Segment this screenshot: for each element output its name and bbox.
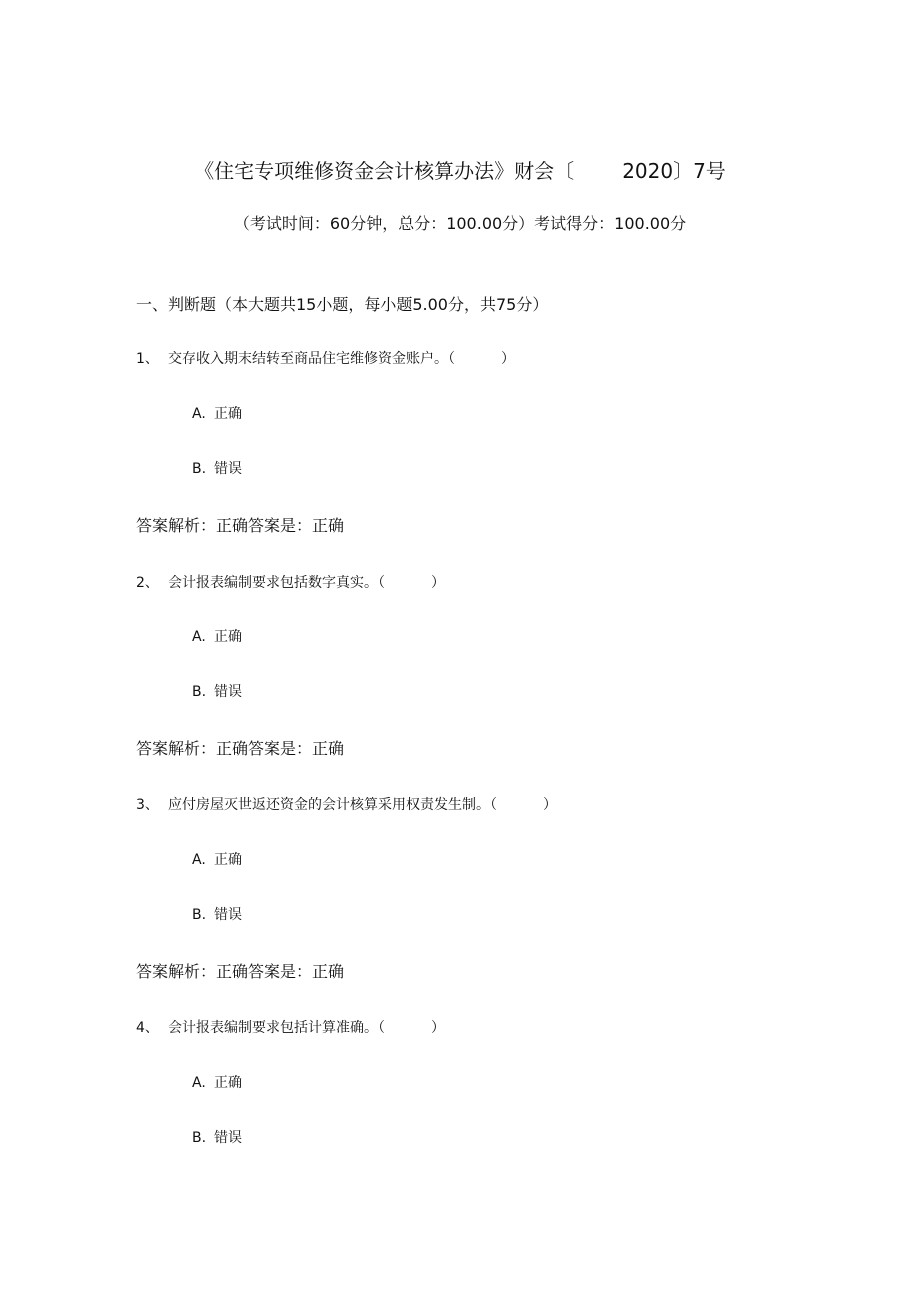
question-paren-close: ） [501,351,515,367]
option-a[interactable] [192,403,242,425]
option-label: 错误 [214,461,242,477]
answer-explanation-2: 答案解析：正确答案是：正确 [136,739,345,758]
option-a[interactable] [192,849,242,871]
option-letter: A. [192,406,206,422]
option-b[interactable] [192,458,242,480]
answer-explanation-3: 答案解析：正确答案是：正确 [136,962,345,981]
option-letter: B. [192,907,207,923]
question-number: 1、 [136,351,159,367]
option-letter: A. [192,629,206,645]
question-text: 应付房屋灭世返还资金的会计核算采用权责发生制。（ [168,797,497,813]
question-number: 3、 [136,797,159,813]
title-main: 《住宅专项维修资金会计核算办法》财会〔 [194,159,575,183]
question-2 [136,572,445,594]
question-1 [136,348,515,370]
option-label: 错误 [214,907,242,923]
question-paren-close: ） [543,797,557,813]
option-label: 正确 [214,406,242,422]
option-letter: A. [192,852,206,868]
option-b[interactable] [192,681,242,703]
option-letter: B. [192,461,207,477]
question-4 [136,1017,445,1039]
question-text: 会计报表编制要求包括数字真实。（ [168,575,385,591]
title-year: 2020〕7号 [622,159,726,183]
exam-info: （考试时间：60分钟，总分：100.00分）考试得分：100.00分 [233,214,687,233]
option-b[interactable] [192,1127,242,1149]
question-number: 4、 [136,1020,159,1036]
option-letter: A. [192,1075,206,1091]
option-a[interactable] [192,626,242,648]
question-3 [136,794,557,816]
question-paren-close: ） [431,1020,445,1036]
option-letter: B. [192,1130,207,1146]
option-label: 错误 [214,1130,242,1146]
answer-explanation-1: 答案解析：正确答案是：正确 [136,516,345,535]
option-letter: B. [192,684,207,700]
question-text: 交存收入期末结转至商品住宅维修资金账户。（ [168,351,455,367]
document-title [0,156,920,186]
option-label: 正确 [214,629,242,645]
option-label: 错误 [214,684,242,700]
question-paren-close: ） [431,575,445,591]
question-number: 2、 [136,575,159,591]
option-label: 正确 [214,1075,242,1091]
question-text: 会计报表编制要求包括计算准确。（ [168,1020,385,1036]
section-heading: 一、判断题（本大题共15小题，每小题5.00分，共75分） [136,295,549,314]
option-a[interactable] [192,1072,242,1094]
option-b[interactable] [192,904,242,926]
option-label: 正确 [214,852,242,868]
